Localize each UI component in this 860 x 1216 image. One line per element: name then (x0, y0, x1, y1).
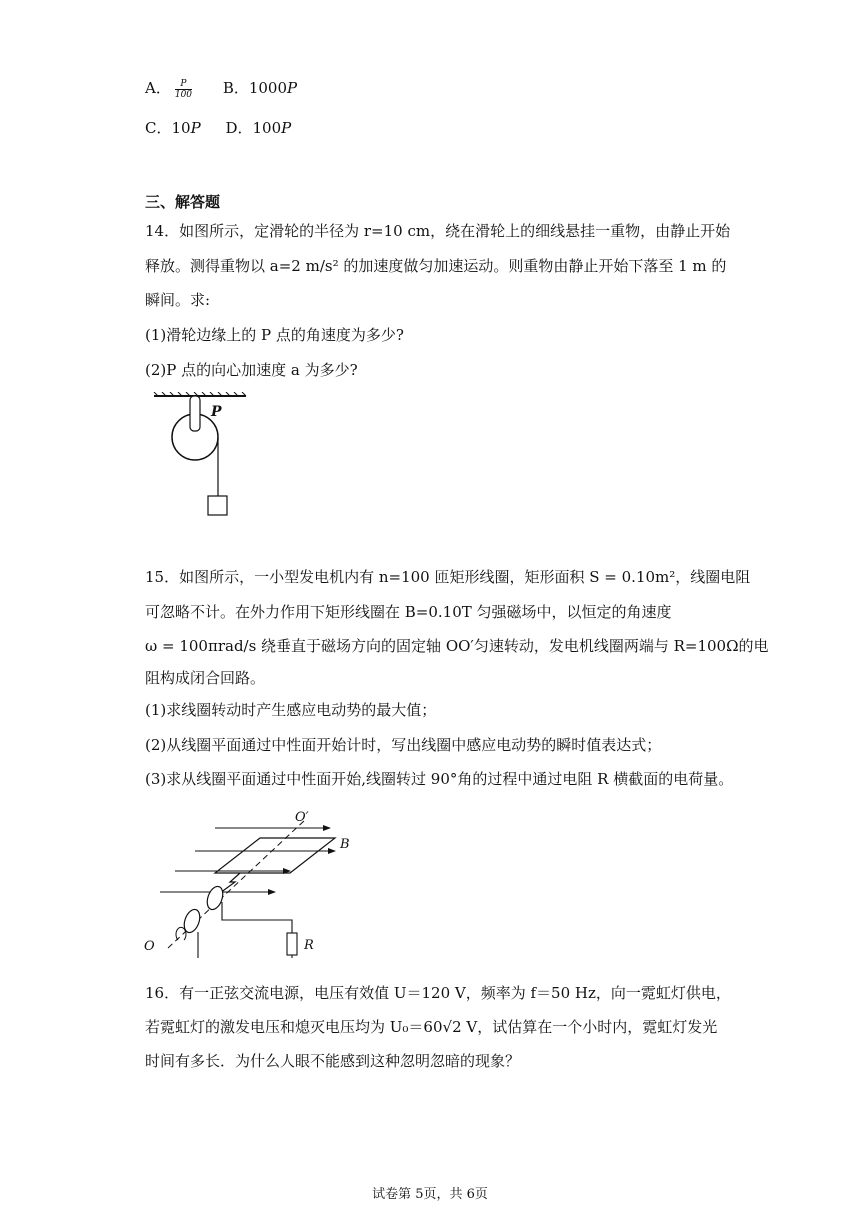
axis-o-prime-label: O′ (295, 810, 309, 825)
q13-options-row-2 (145, 118, 291, 138)
pulley-figure (150, 392, 250, 522)
axis-o-label: O (144, 939, 155, 954)
generator-figure (140, 808, 370, 958)
option-a-denominator: 100 (174, 89, 193, 100)
section-3-title: 三、解答题 (145, 193, 221, 211)
q15-line-2: 可忽略不计。在外力作用下矩形线圈在 B=0.10T 匀强磁场中，以恒定的角速度 (145, 603, 672, 621)
pulley-point-p-label: P (211, 404, 222, 420)
option-c-label: C． (145, 119, 172, 137)
option-d-var: P (281, 119, 292, 137)
option-a-numerator: P (175, 79, 192, 90)
option-c-var: P (190, 119, 201, 137)
q14-line-1: 14．如图所示，定滑轮的半径为 r=10 cm，绕在滑轮上的细线悬挂一重物，由静止开始 (145, 222, 731, 240)
option-b-var: P (287, 79, 298, 97)
option-d-value: 100 (252, 119, 282, 137)
option-a-fraction (175, 79, 192, 100)
resistor-r-label: R (304, 938, 314, 953)
q13-options-row-1 (145, 78, 297, 100)
q16-line-1: 16．有一正弦交流电源，电压有效值 U＝120 V，频率为 f＝50 Hz，向一霓虹灯供电， (145, 984, 731, 1002)
q15-sub-2: (2)从线圈平面通过中性面开始计时，写出线圈中感应电动势的瞬时值表达式； (145, 736, 662, 754)
option-d-label: D． (225, 119, 253, 137)
q15-line-1: 15．如图所示，一小型发电机内有 n=100 匝矩形线圈，矩形面积 S = 0.10m²，线圈电阻 (145, 568, 751, 586)
option-b-label: B． (222, 79, 249, 97)
q14-sub-2: (2)P 点的向心加速度 a 为多少? (145, 361, 358, 379)
q15-sub-3: (3)求从线圈平面通过中性面开始,线圈转过 90°角的过程中通过电阻 R 横截面的电荷量。 (145, 770, 734, 788)
q15-line-4: 阻构成闭合回路。 (145, 669, 266, 687)
option-b-value: 1000 (248, 79, 288, 97)
q15-sub-1: (1)求线圈转动时产生感应电动势的最大值； (145, 701, 437, 719)
q14-line-3: 瞬间。求: (145, 291, 211, 309)
page-footer: 试卷第 5页，共 6页 (372, 1187, 488, 1202)
option-c-value: 10 (171, 119, 191, 137)
option-a-label: A． (145, 79, 171, 97)
q14-sub-1: (1)滑轮边缘上的 P 点的角速度为多少? (145, 326, 404, 344)
q16-line-2: 若霓虹灯的激发电压和熄灭电压均为 U₀＝60√2 V，试估算在一个小时内，霓虹灯发光 (145, 1018, 718, 1036)
q15-line-3: ω = 100πrad/s 绕垂直于磁场方向的固定轴 OO′匀速转动，发电机线圈两端与 R=100Ω的电 (145, 637, 769, 655)
q16-line-3: 时间有多长．为什么人眼不能感到这种忽明忽暗的现象？ (145, 1052, 521, 1070)
q14-line-2: 释放。测得重物以 a=2 m/s² 的加速度做匀加速运动。则重物由静止开始下落至 1 m 的 (145, 257, 727, 275)
field-b-label: B (340, 837, 350, 852)
